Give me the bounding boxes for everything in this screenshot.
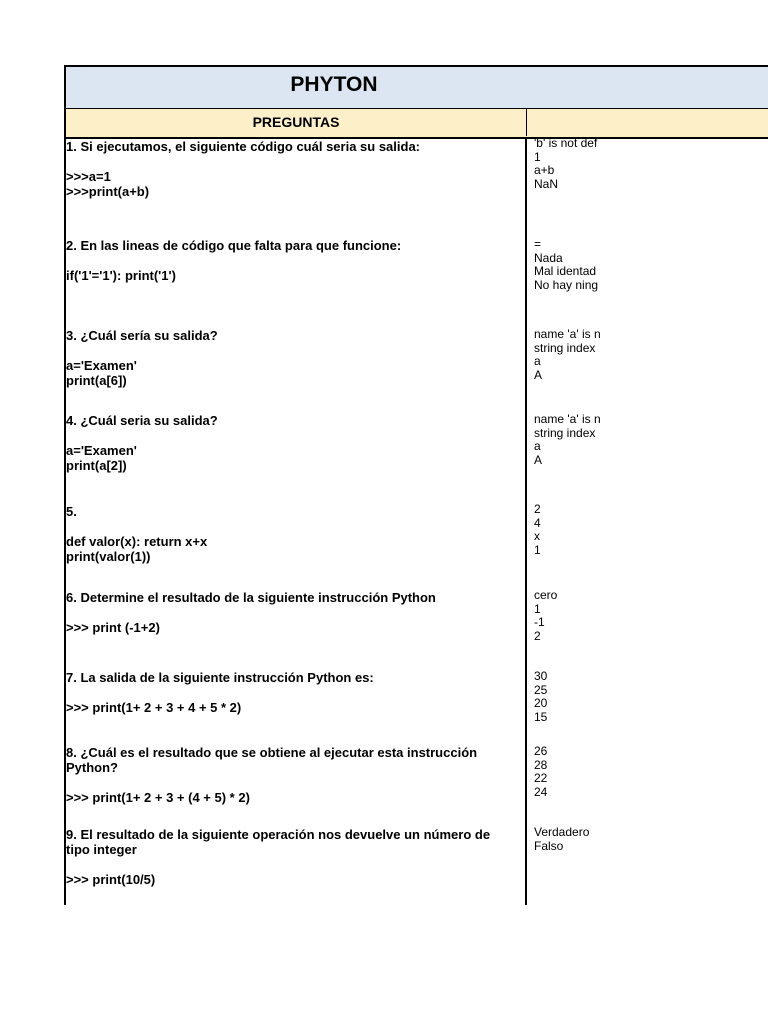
question-9: 9. El resultado de la siguiente operación nos devuelve un número de tipo integer >>> print(10/5) xyxy=(66,827,491,887)
option: Nada xyxy=(534,250,563,265)
options-7 xyxy=(534,670,602,724)
option: 1 xyxy=(534,601,541,616)
question-3: 3. ¿Cuál sería su salida? a='Examen' print(a[6]) xyxy=(66,328,218,388)
option: 2 xyxy=(534,628,541,643)
option: 28 xyxy=(534,757,548,772)
option: No hay ning xyxy=(534,277,599,292)
options-9 xyxy=(534,826,602,853)
option: 2 xyxy=(534,503,541,516)
option: A xyxy=(534,452,543,467)
options-2 xyxy=(534,238,602,292)
option: Mal identad xyxy=(534,264,597,279)
question-8: 8. ¿Cuál es el resultado que se obtiene al ejecutar esta instrucción Python? >>> print(1+ 2 + 3 + (4 + 5) * 2) xyxy=(66,745,478,805)
option: a xyxy=(534,354,541,369)
option: string index xyxy=(534,425,596,440)
option: -1 xyxy=(534,615,545,630)
option: 26 xyxy=(534,745,548,758)
options-4 xyxy=(534,413,602,467)
option: 25 xyxy=(534,682,548,697)
header-row xyxy=(64,108,768,139)
option: name 'a' is n xyxy=(534,413,601,426)
option: string index xyxy=(534,340,596,355)
option: NaN xyxy=(534,176,559,191)
question-4: 4. ¿Cuál seria su salida? a='Examen' print(a[2]) xyxy=(66,413,218,473)
question-5: 5. def valor(x): return x+x print(valor(1)) xyxy=(66,504,208,564)
option: a xyxy=(534,439,541,454)
option: 'b' is not def xyxy=(534,137,598,150)
option: Falso xyxy=(534,838,564,853)
options-1 xyxy=(534,137,602,191)
sheet-title: PHYTON xyxy=(290,73,378,96)
option: 24 xyxy=(534,784,548,799)
option: A xyxy=(534,367,543,382)
option: = xyxy=(534,238,542,251)
option: 20 xyxy=(534,696,548,711)
option: 4 xyxy=(534,515,541,530)
option: a+b xyxy=(534,163,555,178)
option: x xyxy=(534,529,540,544)
options-6 xyxy=(534,589,602,643)
option: Verdadero xyxy=(534,826,590,839)
question-7: 7. La salida de la siguiente instrucción Python es: >>> print(1+ 2 + 3 + 4 + 5 * 2) xyxy=(66,670,374,715)
option: 22 xyxy=(534,771,548,786)
options-8 xyxy=(534,745,602,799)
question-1: 1. Si ejecutamos, el siguiente código cuál seria su salida: >>>a=1 >>>print(a+b) xyxy=(66,139,421,199)
option: 1 xyxy=(534,542,541,557)
title-row xyxy=(64,65,768,108)
options-5 xyxy=(534,503,602,557)
column-divider xyxy=(525,137,527,905)
question-6: 6. Determine el resultado de la siguiente instrucción Python >>> print (-1+2) xyxy=(66,590,436,635)
header-questions: PREGUNTAS xyxy=(66,109,527,136)
option: 1 xyxy=(534,149,541,164)
options-3 xyxy=(534,328,602,382)
question-2: 2. En las lineas de código que falta para que funcione: if('1'='1'): print('1') xyxy=(66,238,402,283)
option: 30 xyxy=(534,670,548,683)
option: 15 xyxy=(534,709,548,724)
page-cut-right xyxy=(602,139,768,919)
option: name 'a' is n xyxy=(534,328,601,341)
option: cero xyxy=(534,589,558,602)
